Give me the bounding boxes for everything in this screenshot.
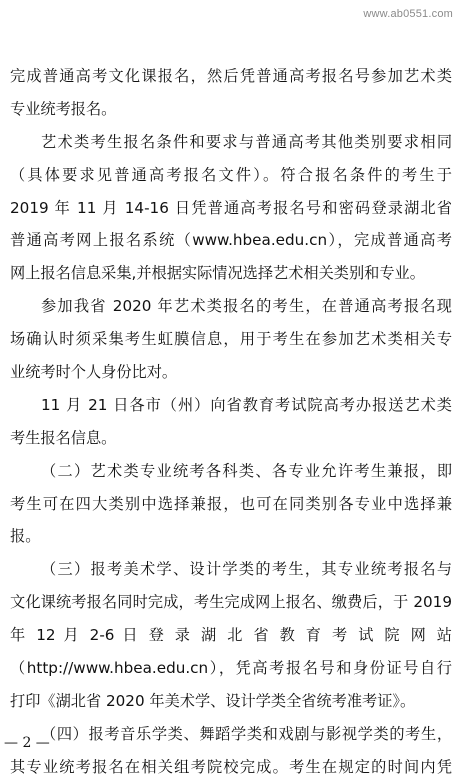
text-line: 场确认时须采集考生虹膜信息，用于考生在参加艺术类相关专 <box>10 330 452 349</box>
text-line: 业统考时个人身份比对。 <box>10 363 178 382</box>
text-line: 考生报名信息。 <box>10 428 117 447</box>
text-line: （三）报考美术学、设计学类的考生，其专业统考报名与 <box>41 560 452 579</box>
text-line: （具体要求见普通高考报名文件）。符合报名条件的考生于 <box>10 165 452 184</box>
text-line: 普通高考网上报名系统（www.hbea.edu.cn），完成普通高考 <box>10 231 452 250</box>
text-line: 网上报名信息采集,并根据实际情况选择艺术相关类别和专业。 <box>10 264 425 283</box>
document-body <box>10 60 452 784</box>
text-line: 报。 <box>10 527 41 546</box>
text-line: 打印《湖北省 2020 年美术学、设计学类全省统考准考证》。 <box>10 691 416 710</box>
text-line: 文化课统考报名同时完成，考生完成网上报名、缴费后，于 2019 <box>10 593 452 612</box>
text-line: 2019 年 11 月 14-16 日凭普通高考报名号和密码登录湖北省 <box>10 198 452 217</box>
text-line: （二）艺术类专业统考各科类、各专业允许考生兼报，即 <box>41 461 452 480</box>
text-line: （http://www.hbea.edu.cn），凭高考报名号和身份证号自行 <box>10 659 452 678</box>
text-line: 完成普通高考文化课报名，然后凭普通高考报名号参加艺术类 <box>10 67 452 85</box>
text-line: 其专业统考报名在相关组考院校完成。考生在规定的时间内凭 <box>10 757 452 776</box>
text-line: 艺术类考生报名条件和要求与普通高考其他类别要求相同 <box>41 132 452 151</box>
text-line: 11 月 21 日各市（州）向省教育考试院高考办报送艺术类 <box>41 395 452 414</box>
text-line: 考生可在四大类别中选择兼报，也可在同类别各专业中选择兼 <box>10 494 452 513</box>
text-line: 专业统考报名。 <box>10 99 117 118</box>
text-line: 参加我省 2020 年艺术类报名的考生，在普通高考报名现 <box>41 297 452 316</box>
page-number: — 2 — <box>4 735 50 751</box>
site-watermark: www.ab0551.com <box>363 8 453 20</box>
text-line: （四）报考音乐学类、舞蹈学类和戏剧与影视学类的考生， <box>41 724 452 743</box>
text-line: 年 12 月 2-6 日 登 录 湖 北 省 教 育 考 试 院 网 站 <box>10 626 452 645</box>
